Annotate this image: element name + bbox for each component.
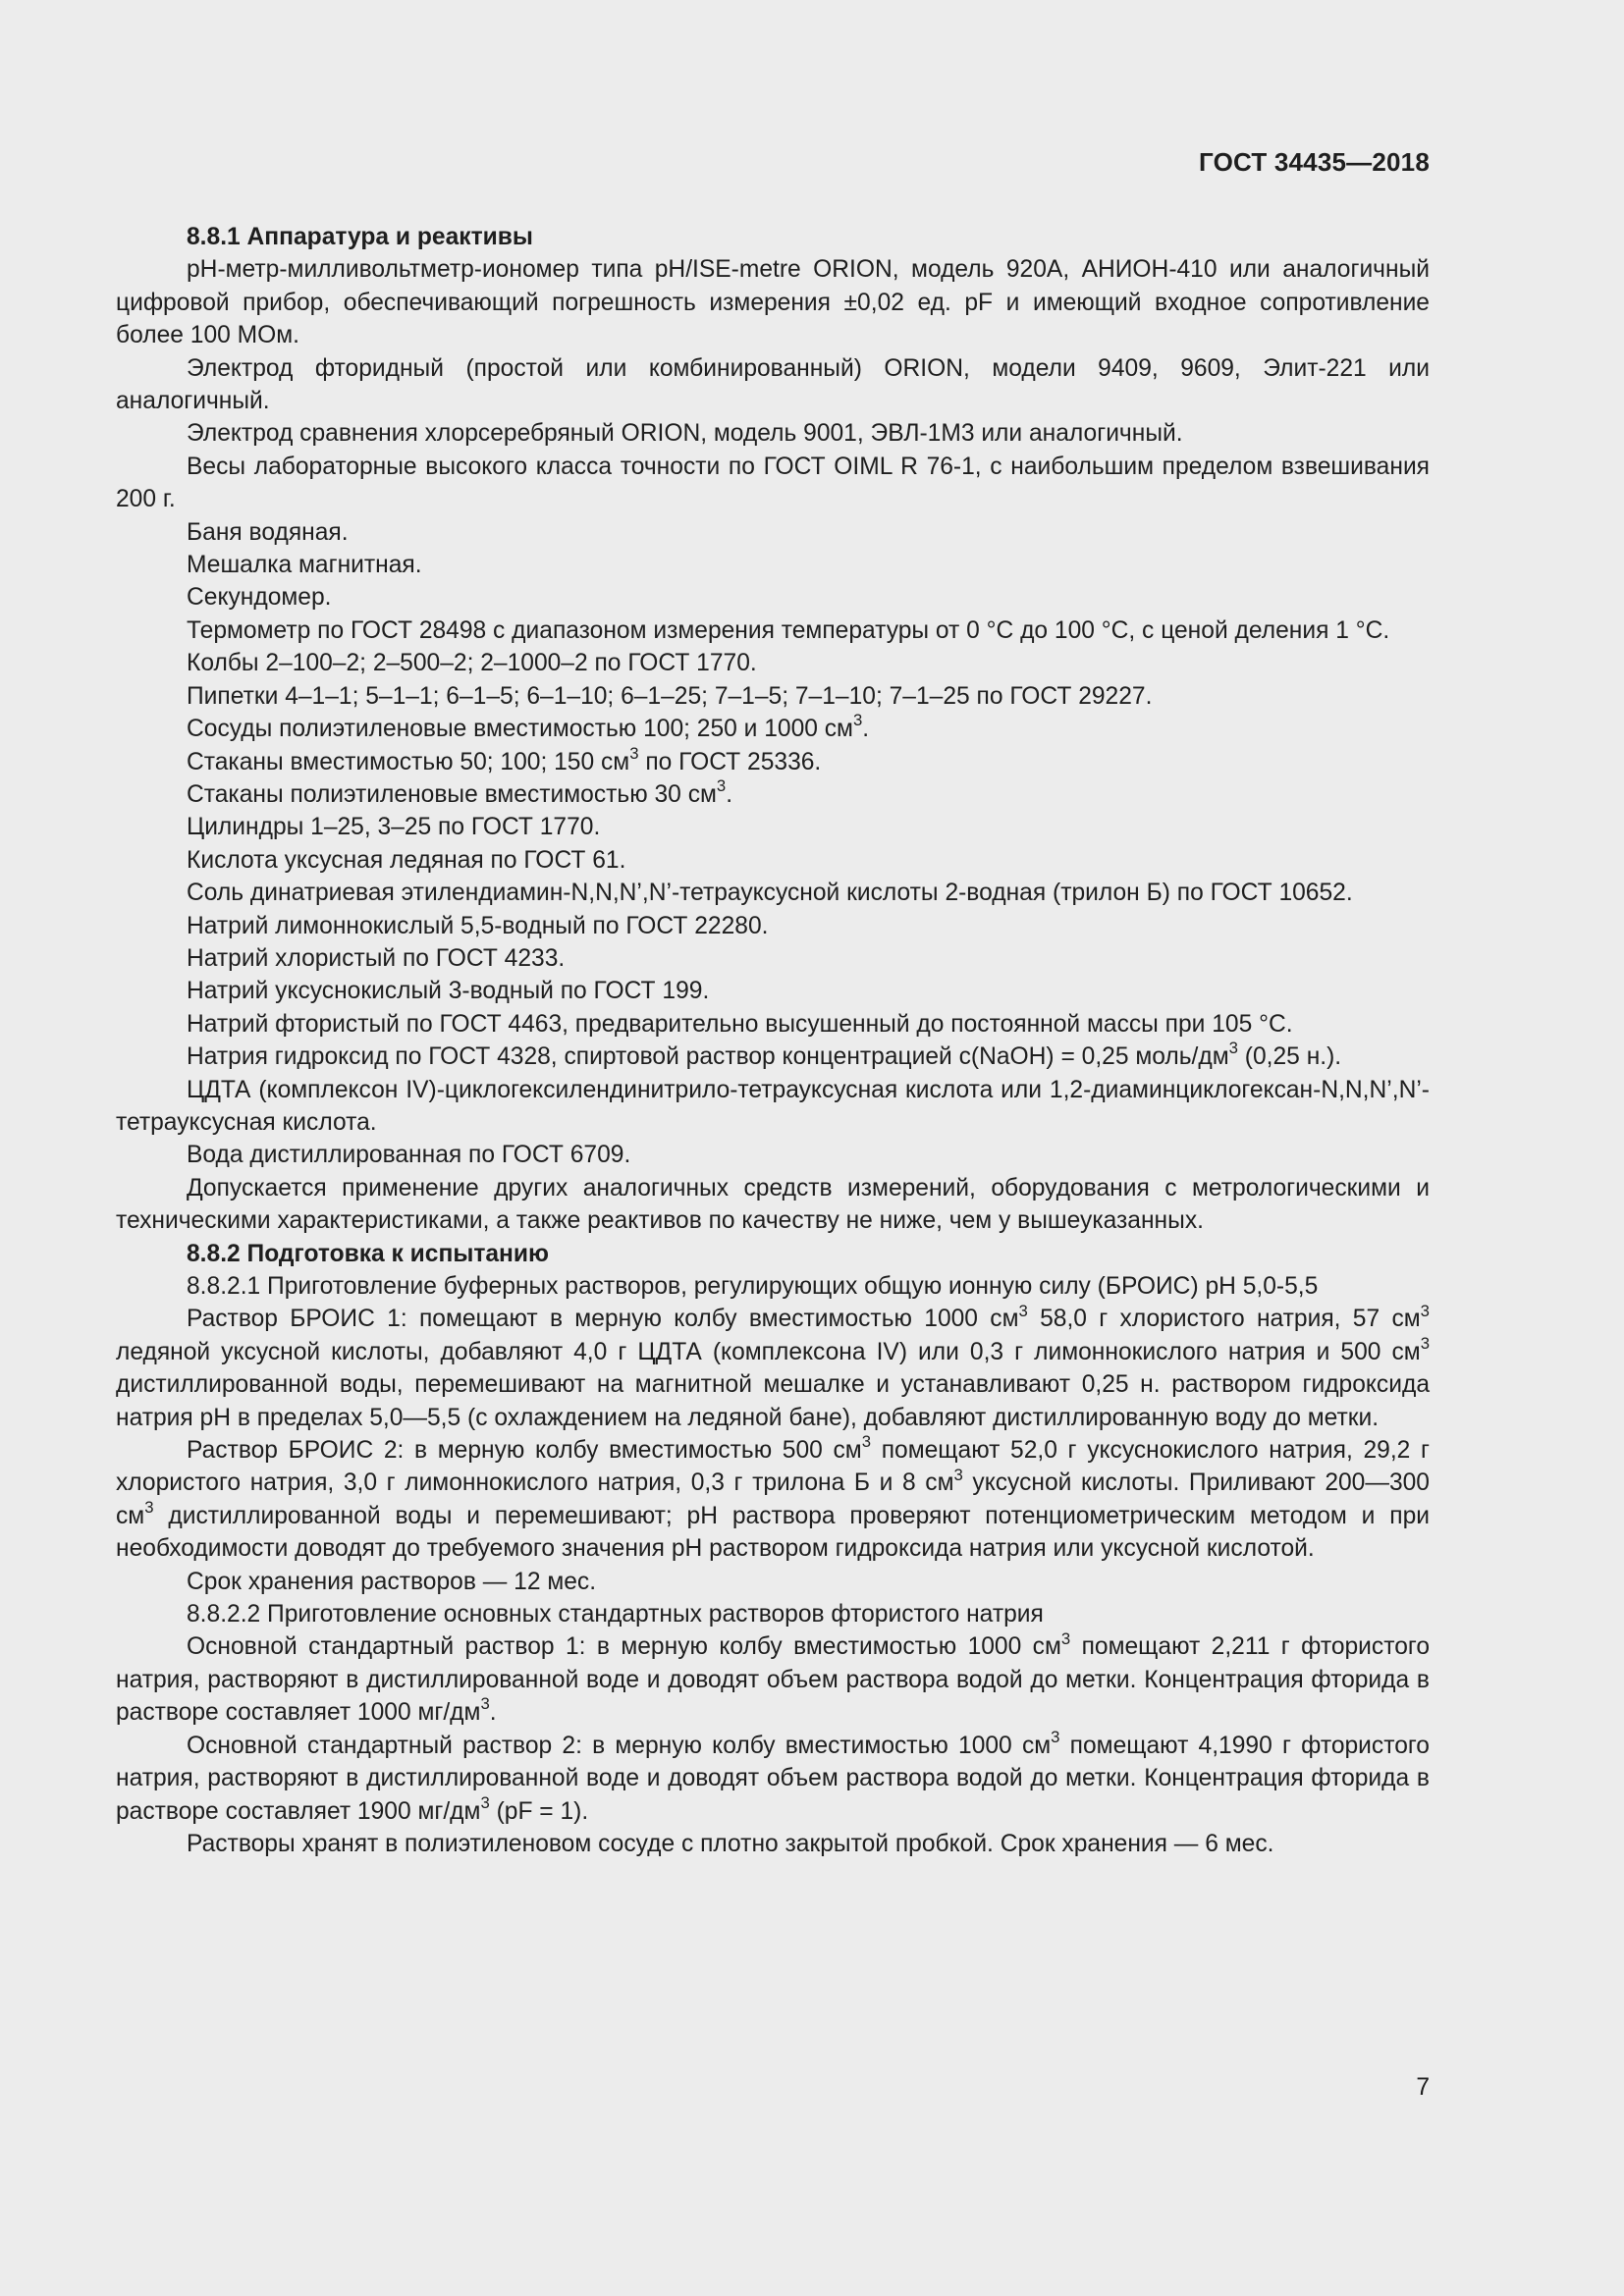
- paragraph: Натрий уксуснокислый 3-водный по ГОСТ 199.: [187, 978, 710, 1005]
- paragraph: ЦДТА (комплексон IV)-циклогексилендинитрило-тетрауксусная кислота или 1,2-диаминциклогексан-N,N,N’,N’-тетрауксусная кислота.: [116, 1076, 1430, 1136]
- text-run: Сосуды полиэтиленовые вместимостью 100; 250 и 1000 см: [187, 716, 853, 743]
- paragraph: Колбы 2–100–2; 2–500–2; 2–1000–2 по ГОСТ 1770.: [187, 650, 757, 677]
- superscript: 3: [716, 776, 727, 796]
- document-body: [116, 221, 1430, 1860]
- subsection-title-8-8-2-2: 8.8.2.2 Приготовление основных стандартных растворов фтористого натрия: [187, 1601, 1044, 1629]
- text-run: Раствор БРОИС 2: в мерную колбу вместимостью 500 см: [187, 1437, 862, 1465]
- paragraph: [116, 1303, 1430, 1434]
- paragraph: Вода дистиллированная по ГОСТ 6709.: [187, 1142, 631, 1169]
- text-run: помещают 2,211 г фтористого натрия, растворяют в дистиллированной воде и доводят объем раствора водой до метки. Концентрация фторида в растворе составляет 1000 мг/дм: [116, 1633, 1430, 1727]
- section-heading-8-8-2: 8.8.2 Подготовка к испытанию: [187, 1240, 550, 1267]
- text-run: .: [862, 716, 870, 743]
- superscript: 3: [1420, 1301, 1430, 1320]
- text-run: Стаканы вместимостью 50; 100; 150 см: [187, 748, 630, 775]
- section-heading-8-8-1: 8.8.1 Аппаратура и реактивы: [187, 224, 533, 250]
- superscript: 3: [1018, 1301, 1028, 1320]
- superscript: 3: [852, 711, 863, 730]
- document-header: ГОСТ 34435—2018: [1199, 147, 1430, 177]
- paragraph: [116, 1041, 1430, 1073]
- text-run: помещают 52,0 г уксуснокислого натрия, 29,2 г хлористого натрия, 3,0 г лимоннокислого натрия, 0,3 г трилона Б и 8 см: [116, 1437, 1430, 1497]
- text-run: (0,25 н.).: [1237, 1043, 1342, 1071]
- paragraph: Баня водяная.: [187, 518, 349, 546]
- text-run: дистиллированной воды и перемешивают; pH раствора проверяют потенциометрическим методом и при необходимости доводят до требуемого значения pH раствором гидроксида натрия или уксусной кислотой.: [116, 1502, 1430, 1563]
- superscript: 3: [1420, 1333, 1430, 1353]
- text-run: Раствор БРОИС 1: помещают в мерную колбу вместимостью 1000 см: [187, 1306, 1019, 1333]
- superscript: 3: [144, 1497, 154, 1517]
- paragraph: Термометр по ГОСТ 28498 с диапазоном измерения температуры от 0 °C до 100 °C, с ценой деления 1 °C.: [187, 616, 1390, 644]
- paragraph: Растворы хранят в полиэтиленовом сосуде с плотно закрытой пробкой. Срок хранения — 6 мес.: [187, 1830, 1274, 1857]
- text-run: Основной стандартный раствор 1: в мерную колбу вместимостью 1000 см: [187, 1633, 1061, 1661]
- paragraph: Электрод фторидный (простой или комбинированный) ORION, модели 9409, 9609, Элит-221 или аналогичный.: [116, 354, 1430, 415]
- superscript: 3: [1060, 1629, 1071, 1648]
- text-run: 58,0 г хлористого натрия, 57 см: [1027, 1306, 1421, 1333]
- paragraph: Срок хранения растворов — 12 мес.: [187, 1568, 597, 1595]
- text-run: дистиллированной воды, перемешивают на магнитной мешалке и устанавливают 0,25 н. раствором гидроксида натрия pH в пределах 5,0—5,5 (с охлаждением на ледяной бане), добавляют дистиллированную воду до метки.: [116, 1371, 1430, 1431]
- subsection-title-8-8-2-1: 8.8.2.1 Приготовление буферных растворов, регулирующих общую ионную силу (БРОИС) pH 5,0-5,5: [187, 1273, 1319, 1300]
- superscript: 3: [1051, 1727, 1060, 1746]
- paragraph: Весы лабораторные высокого класса точности по ГОСТ OIML R 76-1, с наибольшим пределом взвешивания 200 г.: [116, 453, 1430, 513]
- paragraph: Натрий хлористый по ГОСТ 4233.: [187, 944, 566, 972]
- text-run: (pF = 1).: [489, 1797, 589, 1825]
- paragraph: Соль динатриевая этилендиамин-N,N,N’,N’-тетрауксусной кислоты 2-водная (трилон Б) по ГОСТ 10652.: [187, 880, 1353, 907]
- paragraph: Цилиндры 1–25, 3–25 по ГОСТ 1770.: [187, 814, 601, 841]
- paragraph: Секундомер.: [187, 584, 332, 612]
- paragraph: [116, 778, 1430, 811]
- page-number: 7: [1416, 2074, 1430, 2101]
- text-run: .: [726, 780, 733, 808]
- superscript: 3: [861, 1432, 872, 1452]
- superscript: 3: [953, 1465, 963, 1484]
- text-run: по ГОСТ 25336.: [638, 748, 822, 775]
- text-run: Основной стандартный раствор 2: в мерную колбу вместимостью 1000 см: [187, 1732, 1052, 1759]
- paragraph: Натрий фтористый по ГОСТ 4463, предварительно высушенный до постоянной массы при 105 °C.: [187, 1010, 1293, 1038]
- superscript: 3: [1228, 1039, 1238, 1058]
- paragraph: Пипетки 4–1–1; 5–1–1; 6–1–5; 6–1–10; 6–1–25; 7–1–5; 7–1–10; 7–1–25 по ГОСТ 29227.: [187, 682, 1153, 710]
- text-run: Стаканы полиэтиленовые вместимостью 30 см: [187, 780, 717, 808]
- paragraph: Мешалка магнитная.: [187, 552, 422, 579]
- text-run: ледяной уксусной кислоты, добавляют 4,0 г ЦДТА (комплексона IV) или 0,3 г лимоннокислого натрия и 500 см: [116, 1338, 1421, 1365]
- paragraph: [116, 713, 1430, 745]
- superscript: 3: [480, 1792, 490, 1812]
- paragraph: [116, 743, 1430, 778]
- superscript: 3: [480, 1694, 490, 1714]
- text-run: Натрия гидроксид по ГОСТ 4328, спиртовой раствор концентрацией c(NaOH) = 0,25 моль/дм: [187, 1043, 1229, 1071]
- paragraph: [116, 1434, 1430, 1566]
- paragraph: [116, 1727, 1430, 1828]
- text-run: уксусной кислоты. Приливают 200—300 см: [116, 1469, 1430, 1529]
- superscript: 3: [629, 743, 639, 763]
- paragraph: Электрод сравнения хлорсеребряный ORION, модель 9001, ЭВЛ-1М3 или аналогичный.: [187, 420, 1183, 448]
- text-run: .: [489, 1699, 497, 1727]
- paragraph: Кислота уксусная ледяная по ГОСТ 61.: [187, 846, 626, 874]
- paragraph: Допускается применение других аналогичных средств измерений, оборудования с метрологическими и техническими характеристиками, а также реактивов по качеству не ниже, чем у вышеуказанных.: [116, 1174, 1430, 1235]
- paragraph: [116, 1630, 1430, 1729]
- text-run: помещают 4,1990 г фтористого натрия, растворяют в дистиллированной воде и доводят объем раствора водой до метки. Концентрация фторида в растворе составляет 1900 мг/дм: [116, 1732, 1430, 1825]
- paragraph: Натрий лимоннокислый 5,5-водный по ГОСТ 22280.: [187, 912, 769, 939]
- paragraph: pH-метр-милливольтметр-иономер типа pH/ISE-metre ORION, модель 920А, АНИОН-410 или аналогичный цифровой прибор, обеспечивающий погрешность измерения ±0,02 ед. pF и имеющий входное сопротивление более 100 МОм.: [116, 256, 1430, 349]
